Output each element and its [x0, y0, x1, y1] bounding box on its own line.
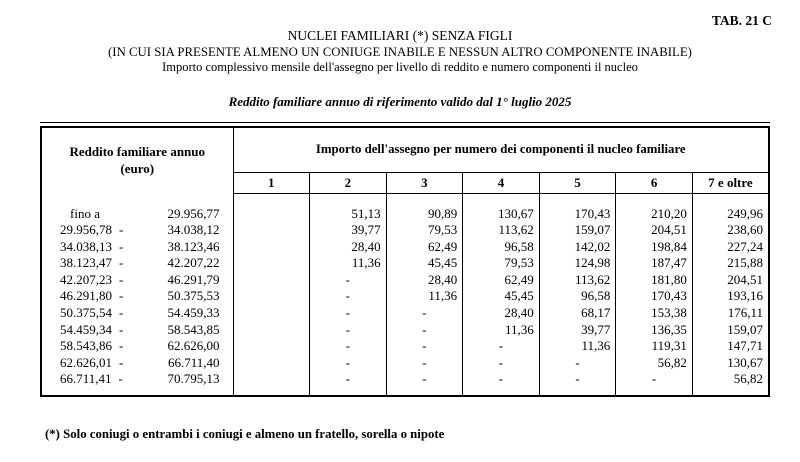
value-cell — [233, 193, 310, 222]
range-separator: - — [119, 222, 124, 238]
range-separator: - — [119, 321, 124, 337]
range-lower-bound: 42.207,23 — [60, 271, 112, 287]
range-lower-bound: 58.543,86 — [60, 338, 112, 354]
value-cell: 11,36 — [539, 338, 616, 355]
range-upper-bound: 42.207,22 — [167, 255, 220, 271]
value-cell: - — [310, 355, 387, 372]
value-cell: - — [616, 371, 693, 396]
range-lower-bound: 29.956,78 — [60, 222, 112, 238]
tab-label: TAB. 21 C — [711, 13, 772, 28]
income-range-cell — [41, 272, 233, 289]
range-lower-bound: 38.123,47 — [60, 255, 112, 271]
value-cell: 181,80 — [616, 272, 693, 289]
title-line-2: (IN CUI SIA PRESENTE ALMENO UN CONIUGE INABILE E NESSUN ALTRO COMPONENTE INABILE) — [108, 45, 692, 59]
value-cell: 28,40 — [310, 239, 387, 256]
value-cell: 62,49 — [463, 272, 540, 289]
value-cell — [233, 371, 310, 396]
value-cell: - — [539, 371, 616, 396]
value-cell: 56,82 — [616, 355, 693, 372]
value-cell: - — [386, 338, 463, 355]
value-cell: 249,96 — [692, 193, 769, 222]
value-cell: 198,84 — [616, 239, 693, 256]
range-separator: - — [119, 354, 124, 370]
value-cell: 176,11 — [692, 305, 769, 322]
range-upper-bound: 70.795,13 — [167, 371, 220, 387]
income-range-cell — [41, 288, 233, 305]
component-count-header: 5 — [539, 172, 616, 193]
income-range-cell — [41, 305, 233, 322]
value-cell: - — [310, 338, 387, 355]
value-cell: 147,71 — [692, 338, 769, 355]
table-row — [41, 272, 769, 289]
subtitle-reference-date: Reddito familiare annuo di riferimento valido dal 1° luglio 2025 — [228, 94, 572, 109]
value-cell: - — [386, 305, 463, 322]
value-cell: 142,02 — [539, 239, 616, 256]
income-range-cell — [41, 322, 233, 339]
component-count-header: 4 — [463, 172, 540, 193]
range-separator: - — [119, 238, 124, 254]
income-header-label: Reddito familiare annuo — [69, 144, 206, 160]
value-cell: 170,43 — [616, 288, 693, 305]
value-cell: 227,24 — [692, 239, 769, 256]
range-upper-bound: 50.375,53 — [167, 288, 220, 304]
income-range-cell — [41, 255, 233, 272]
income-range-cell — [41, 371, 233, 396]
value-cell: 159,07 — [692, 322, 769, 339]
value-cell: 119,31 — [616, 338, 693, 355]
table-row — [41, 193, 769, 222]
value-cell: 193,16 — [692, 288, 769, 305]
range-lower-bound: 50.375,54 — [60, 305, 112, 321]
table-row — [41, 239, 769, 256]
allowance-table-grid — [40, 126, 770, 398]
income-range-cell — [41, 239, 233, 256]
value-cell: - — [463, 371, 540, 396]
value-cell: 130,67 — [692, 355, 769, 372]
value-cell: 56,82 — [692, 371, 769, 396]
value-cell: - — [310, 288, 387, 305]
title-line-3: Importo complessivo mensile dell'assegno per livello di reddito e numero componenti il nucleo — [162, 60, 638, 74]
value-cell: - — [386, 371, 463, 396]
footnote: (*) Solo coniugi o entrambi i coniugi e almeno un fratello, sorella o nipote — [45, 427, 445, 442]
range-upper-bound: 54.459,33 — [167, 305, 220, 321]
value-cell: 90,89 — [386, 193, 463, 222]
value-cell — [233, 355, 310, 372]
range-separator: - — [119, 255, 124, 271]
income-range-cell — [41, 193, 233, 222]
table-row — [41, 255, 769, 272]
value-cell: 238,60 — [692, 222, 769, 239]
value-cell: - — [310, 305, 387, 322]
value-cell: 28,40 — [386, 272, 463, 289]
range-upper-bound: 38.123,46 — [167, 238, 220, 254]
value-cell: 170,43 — [539, 193, 616, 222]
value-cell: 187,47 — [616, 255, 693, 272]
income-range-cell — [41, 222, 233, 239]
value-cell: 62,49 — [386, 239, 463, 256]
value-cell: 204,51 — [692, 272, 769, 289]
value-cell: 45,45 — [386, 255, 463, 272]
range-upper-bound: 66.711,40 — [167, 354, 220, 370]
value-cell: 11,36 — [463, 322, 540, 339]
table-row — [41, 355, 769, 372]
value-cell: - — [310, 371, 387, 396]
value-cell: - — [310, 322, 387, 339]
value-cell: 113,62 — [539, 272, 616, 289]
table-row — [41, 305, 769, 322]
value-cell: 210,20 — [616, 193, 693, 222]
value-cell: 11,36 — [386, 288, 463, 305]
table-row — [41, 222, 769, 239]
value-cell: 130,67 — [463, 193, 540, 222]
allowance-table — [40, 122, 770, 397]
value-cell: - — [463, 355, 540, 372]
value-cell — [233, 255, 310, 272]
value-cell: 51,13 — [310, 193, 387, 222]
component-count-header: 2 — [310, 172, 387, 193]
income-header-unit: (euro) — [120, 161, 155, 177]
value-cell: - — [386, 355, 463, 372]
components-group-header: Importo dell'assegno per numero dei componenti il nucleo familiare — [233, 127, 769, 173]
value-cell: 153,38 — [616, 305, 693, 322]
range-separator: - — [118, 371, 123, 387]
range-lower-bound: 34.038,13 — [60, 238, 112, 254]
value-cell: 28,40 — [463, 305, 540, 322]
table-row — [41, 338, 769, 355]
value-cell — [233, 288, 310, 305]
value-cell: 215,88 — [692, 255, 769, 272]
value-cell: 68,17 — [539, 305, 616, 322]
value-cell: 39,77 — [310, 222, 387, 239]
value-cell: 96,58 — [463, 239, 540, 256]
value-cell: - — [310, 272, 387, 289]
component-count-header: 7 e oltre — [692, 172, 769, 193]
income-range-cell — [41, 338, 233, 355]
value-cell: 11,36 — [310, 255, 387, 272]
range-separator: - — [119, 271, 124, 287]
range-separator: - — [119, 305, 124, 321]
table-row — [41, 322, 769, 339]
value-cell: 79,53 — [386, 222, 463, 239]
table-row — [41, 371, 769, 396]
value-cell — [233, 222, 310, 239]
range-upper-bound: 58.543,85 — [167, 321, 220, 337]
range-lower-bound: 46.291,80 — [60, 288, 112, 304]
value-cell: 45,45 — [463, 288, 540, 305]
range-separator: - — [119, 288, 124, 304]
title-line-1: NUCLEI FAMILIARI (*) SENZA FIGLI — [287, 28, 513, 43]
value-cell: - — [539, 355, 616, 372]
value-cell: 39,77 — [539, 322, 616, 339]
value-cell — [233, 305, 310, 322]
value-cell: 113,62 — [463, 222, 540, 239]
value-cell: 124,98 — [539, 255, 616, 272]
value-cell: 79,53 — [463, 255, 540, 272]
value-cell — [233, 239, 310, 256]
header-row-group — [41, 127, 769, 173]
range-lower-bound: 54.459,34 — [60, 321, 112, 337]
table-row — [41, 288, 769, 305]
component-count-header: 3 — [386, 172, 463, 193]
range-lower-bound: 66.711,41 — [60, 371, 112, 387]
value-cell — [233, 322, 310, 339]
value-cell: 159,07 — [539, 222, 616, 239]
range-lower-bound: 62.626,01 — [60, 354, 112, 370]
range-upper-bound: 34.038,12 — [167, 222, 220, 238]
range-upper-bound: 46.291,79 — [167, 271, 220, 287]
value-cell — [233, 338, 310, 355]
income-range-cell — [41, 355, 233, 372]
range-upper-bound: 62.626,00 — [167, 338, 220, 354]
value-cell: 136,35 — [616, 322, 693, 339]
component-count-header: 6 — [616, 172, 693, 193]
income-column-header — [41, 127, 233, 194]
value-cell: - — [386, 322, 463, 339]
value-cell: 96,58 — [539, 288, 616, 305]
value-cell: - — [463, 338, 540, 355]
value-cell: 204,51 — [616, 222, 693, 239]
value-cell — [233, 272, 310, 289]
component-count-header: 1 — [233, 172, 310, 193]
range-lower-bound: fino a — [70, 205, 100, 221]
range-separator: - — [119, 338, 124, 354]
range-upper-bound: 29.956,77 — [167, 205, 220, 221]
